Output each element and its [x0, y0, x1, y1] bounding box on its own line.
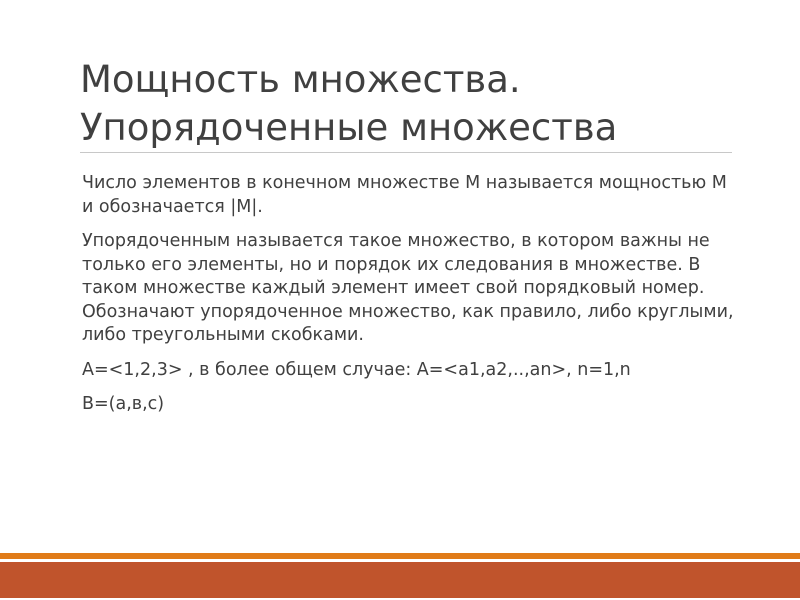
paragraph-ordered-sets: Упорядоченным называется такое множество, в котором важны не только его элементы, но и порядок их следования в множестве. В таком множестве каждый элемент имеет свой порядковый номер. Обозначают упорядоченное множество, как правило, либо круглыми, либо треугольными скобками. [82, 231, 734, 345]
title-divider [80, 152, 732, 153]
footer-accent-line [0, 553, 800, 559]
slide-body [82, 172, 742, 428]
title-line-2: Упорядоченные множества [80, 106, 618, 149]
slide-title [80, 56, 740, 152]
paragraph-cardinality: Число элементов в конечном множестве М называется мощностью М и обозначается |М|. [82, 173, 727, 217]
paragraph-example-a: А=<1,2,3> , в более общем случае: А=<a1,a2,..,an>, n=1,n [82, 359, 631, 380]
paragraph-example-b: B=(a,в,c) [82, 394, 165, 414]
footer-band [0, 562, 800, 598]
title-line-1: Мощность множества. [80, 58, 521, 101]
